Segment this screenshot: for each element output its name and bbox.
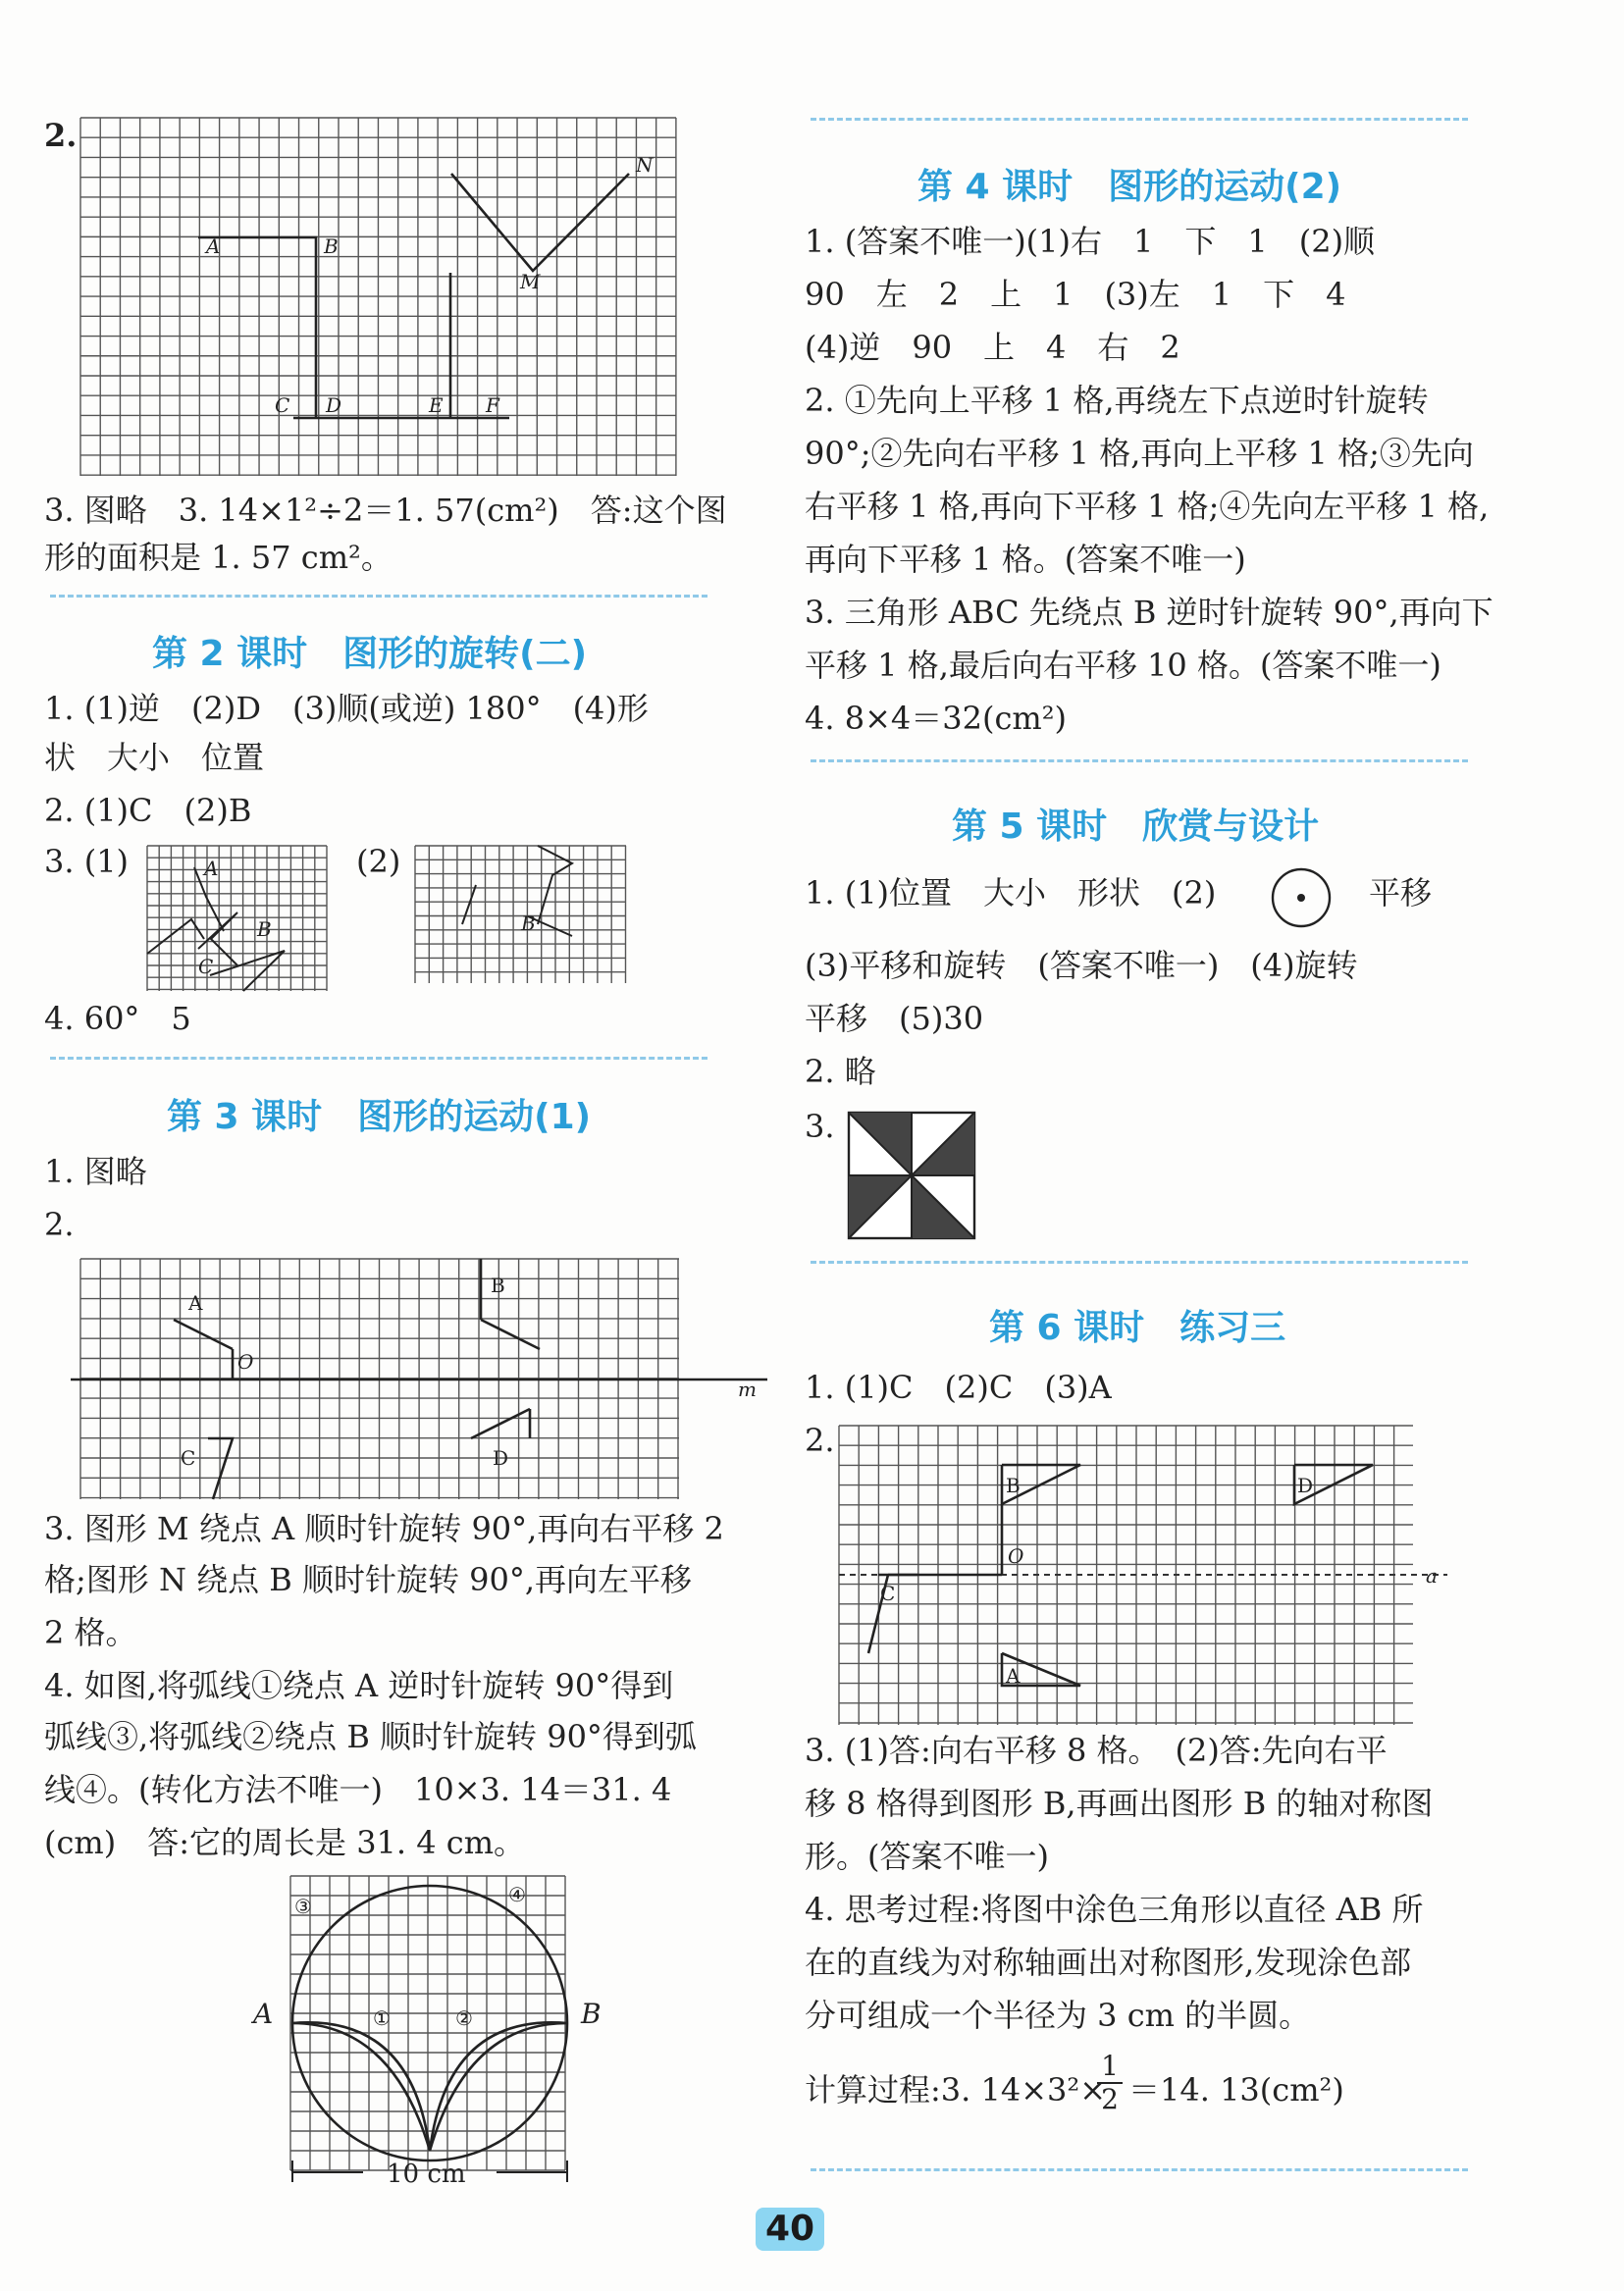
- s3-q4-line2: 弧线③,将弧线②绕点 B 顺时针旋转 90°得到弧: [44, 1718, 697, 1755]
- s3-q2-label: 2.: [44, 1206, 75, 1243]
- s2-q1-line2: 状 大小 位置: [44, 739, 265, 776]
- label-m: M: [520, 270, 541, 293]
- s3-q4-line4: (cm) 答:它的周长是 31. 4 cm。: [44, 1824, 526, 1861]
- s6-q2-label: 2.: [805, 1422, 835, 1459]
- fraction-denominator: 2: [1101, 2083, 1119, 2115]
- s3-q1: 1. 图略: [44, 1153, 147, 1190]
- s4-q1-line2: 90 左 2 上 1 (3)左 1 下 4: [805, 276, 1346, 313]
- s4-q1-line1: 1. (答案不唯一)(1)右 1 下 1 (2)顺: [805, 223, 1376, 260]
- q2-grid-figure: [80, 118, 723, 476]
- section3-title: 第 3 课时 图形的运动(1): [167, 1097, 592, 1137]
- s6-q4-line3: 分可组成一个半径为 3 cm 的半圆。: [805, 1997, 1311, 2034]
- divider: [50, 1057, 707, 1060]
- s4-q2-line1: 2. ①先向上平移 1 格,再绕左下点逆时针旋转: [805, 382, 1429, 419]
- s2-q3-sub2: (2): [356, 843, 401, 880]
- pinwheel-pattern: [848, 1112, 975, 1239]
- s5-q1-line3: 平移 (5)30: [805, 1000, 984, 1037]
- s4-q2-line4: 再向下平移 1 格。(答案不唯一): [805, 541, 1246, 578]
- s5-q2: 2. 略: [805, 1053, 876, 1090]
- s4-q2-line2: 90°;②先向右平移 1 格,再向上平移 1 格;③先向: [805, 435, 1474, 472]
- label-d: D: [1297, 1474, 1314, 1497]
- label-d: D: [493, 1446, 509, 1470]
- divider: [811, 118, 1468, 121]
- s6-q1: 1. (1)C (2)C (3)A: [805, 1369, 1112, 1406]
- label-n: N: [636, 153, 654, 177]
- label-o: O: [1008, 1544, 1024, 1568]
- label-b: B: [324, 234, 339, 258]
- s3-q4-line3: 线④。(转化方法不唯一) 10×3. 14＝31. 4: [44, 1771, 672, 1808]
- s5-q3-label: 3.: [805, 1108, 835, 1145]
- label-m: m: [738, 1378, 757, 1401]
- label-c: C: [181, 1446, 196, 1470]
- section4-title: 第 4 课时 图形的运动(2): [917, 167, 1342, 207]
- s4-q3-line1: 3. 三角形 ABC 先绕点 B 逆时针旋转 90°,再向下: [805, 594, 1493, 631]
- label-a: A: [204, 857, 219, 880]
- label-b: B: [581, 1998, 602, 2030]
- divider: [811, 1261, 1468, 1264]
- s2-q4: 4. 60° 5: [44, 1000, 191, 1037]
- s5-q1-line1a: 1. (1)位置 大小 形状 (2): [805, 874, 1217, 911]
- label-e: E: [429, 393, 444, 417]
- s4-q3-line2: 平移 1 格,最后向右平移 10 格。(答案不唯一): [805, 647, 1441, 684]
- dimension-label: 10 cm: [387, 2160, 466, 2189]
- s2-q3-label: 3. (1): [44, 843, 130, 880]
- q3-line1: 3. 图略 3. 14×1²÷2＝1. 57(cm²) 答:这个图: [44, 492, 727, 529]
- label-o: O: [237, 1350, 254, 1374]
- section2-title: 第 2 课时 图形的旋转(二): [152, 634, 588, 674]
- s6-q3-line1: 3. (1)答:向右平移 8 格。 (2)答:先向右平: [805, 1732, 1388, 1769]
- s4-q2-line3: 右平移 1 格,再向下平移 1 格;④先向左平移 1 格,: [805, 488, 1490, 525]
- section6-title: 第 6 课时 练习三: [989, 1308, 1286, 1348]
- q3-line2: 形的面积是 1. 57 cm²。: [44, 539, 393, 576]
- label-a: A: [206, 234, 221, 258]
- s2-q2: 2. (1)C (2)B: [44, 792, 252, 829]
- s5-q1-line2: (3)平移和旋转 (答案不唯一) (4)旋转: [805, 947, 1358, 984]
- label-c: C: [275, 393, 290, 417]
- s6-q3-line2: 移 8 格得到图形 B,再画出图形 B 的轴对称图: [805, 1785, 1434, 1822]
- arc-1-label: ①: [373, 2006, 391, 2030]
- s3-q3-line3: 2 格。: [44, 1614, 137, 1651]
- s2-q3-grid-2: [415, 846, 626, 983]
- arc-3-label: ③: [294, 1895, 312, 1918]
- center-dot-icon: [1271, 867, 1332, 928]
- label-c: C: [198, 955, 214, 978]
- s4-q4: 4. 8×4＝32(cm²): [805, 700, 1068, 737]
- divider: [50, 595, 707, 598]
- divider: [811, 759, 1468, 762]
- arc-4-label: ④: [508, 1883, 526, 1906]
- divider: [811, 2168, 1468, 2171]
- circle-figure: [245, 1876, 602, 2190]
- label-a: A: [188, 1291, 203, 1315]
- s6-calc-prefix: 计算过程:3. 14×3²×: [805, 2071, 1107, 2109]
- q2-label: 2.: [44, 117, 78, 154]
- section5-title: 第 5 课时 欣赏与设计: [952, 807, 1320, 847]
- label-b: B: [491, 1274, 505, 1297]
- s2-q1-line1: 1. (1)逆 (2)D (3)顺(或逆) 180° (4)形: [44, 690, 649, 727]
- page-number: 40: [756, 2208, 824, 2251]
- label-a: A: [1006, 1664, 1021, 1688]
- label-b: B: [1006, 1474, 1021, 1497]
- s3-q2-grid-figure: [80, 1259, 757, 1499]
- s3-q3-line1: 3. 图形 M 绕点 A 顺时针旋转 90°,再向右平移 2: [44, 1510, 724, 1547]
- label-a: A: [253, 1998, 274, 2030]
- arc-2-label: ②: [455, 2006, 473, 2030]
- fraction: [1097, 2051, 1123, 2115]
- s6-q4-line1: 4. 思考过程:将图中涂色三角形以直径 AB 所: [805, 1891, 1424, 1928]
- label-b: B: [521, 911, 536, 935]
- s6-q3-line3: 形。(答案不唯一): [805, 1838, 1049, 1875]
- label-c: C: [880, 1582, 896, 1605]
- label-f: F: [486, 393, 499, 417]
- label-b: B: [257, 917, 272, 941]
- s6-q2-grid-figure: [839, 1426, 1438, 1725]
- s6-calc-suffix: ＝14. 13(cm²): [1128, 2071, 1344, 2109]
- s5-q1-line1b: 平移: [1369, 874, 1433, 911]
- s6-q4-line2: 在的直线为对称轴画出对称图形,发现涂色部: [805, 1944, 1412, 1981]
- label-d: D: [326, 393, 342, 417]
- fraction-numerator: 1: [1097, 2051, 1123, 2084]
- s3-q4-line1: 4. 如图,将弧线①绕点 A 逆时针旋转 90°得到: [44, 1667, 674, 1704]
- s2-q3-grid-1: [147, 846, 327, 991]
- s3-q3-line2: 格;图形 N 绕点 B 顺时针旋转 90°,再向左平移: [44, 1561, 693, 1598]
- s4-q1-line3: (4)逆 90 上 4 右 2: [805, 329, 1180, 366]
- label-axis-a: a: [1426, 1564, 1438, 1588]
